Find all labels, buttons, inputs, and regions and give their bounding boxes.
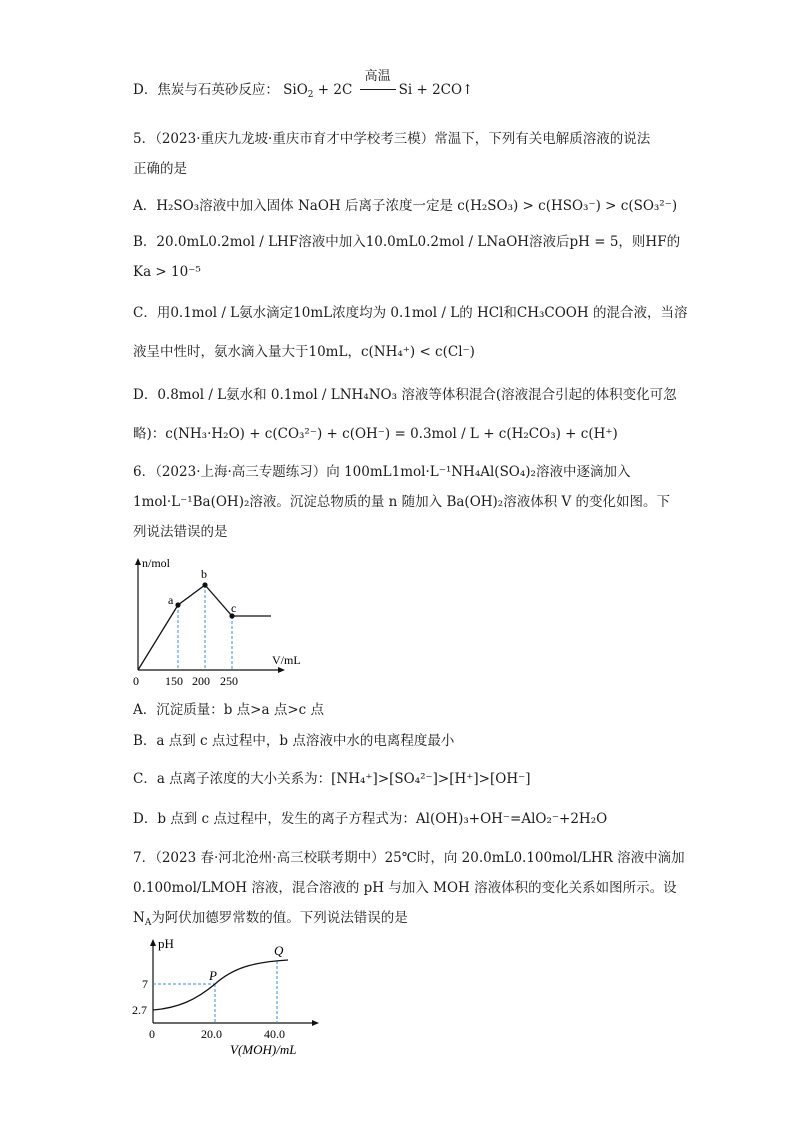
q7-x-tick-20: 20.0 [201,1027,222,1041]
q7-stem-line3: $N_A$为阿伏加德罗常数的值。下列说法错误的是 [133,910,408,928]
q7-curve [153,960,288,1010]
q6-x-tick-250: 250 [220,674,238,688]
q7-x-label: V(MOH)/mL [230,1042,297,1057]
q6-stem-line2: 1mol·L⁻¹Ba(OH)₂溶液。沉淀总物质的量 n 随加入 Ba(OH)₂溶液体积 V 的变化如图。下 [133,494,671,510]
q5-stem-line1: 5．（2023·重庆九龙坡·重庆市育才中学校考三模）常温下，下列有关电解质溶液的说法 [133,131,651,147]
q6-option-b: B．a 点到 c 点过程中，b 点溶液中水的电离程度最小 [133,733,455,749]
q7-stem-line1: 7．（2023 春·河北沧州·高三校联考期中）25℃时，向 20.0mL0.100mol/LHR 溶液中滴加 [133,850,685,866]
q5-option-d-line2: 略)：c(NH₃·H₂O) + c(CO₃²⁻) + c(OH⁻) = 0.3mol / L + c(H₂CO₃) + c(H⁺) [133,426,618,442]
q5-option-a: A．H₂SO₃溶液中加入固体 NaOH 后离子浓度一定是 c(H₂SO₃) > c(HSO₃⁻) > c(SO₃²⁻) [133,198,678,214]
q6-label-a: a [168,593,174,607]
q6-point-b [202,582,207,587]
q7-x-arrow [312,1020,319,1026]
q7-y-tick-7: 7 [142,977,148,991]
q6-chart [128,555,301,690]
q7-chart [128,936,328,1058]
q7-y-label: pH [158,936,174,951]
q7-x-tick-40: 40.0 [264,1027,285,1041]
q5-option-b-line2: Ka > 10⁻⁵ [133,264,201,280]
q5-option-c-line1: C．用0.1mol / L氨水滴定10mL浓度均为 0.1mol / L的 HCl和CH₃COOH 的混合液，当溶 [133,305,688,321]
q7-stem-line2: 0.100mol/LMOH 溶液，混合溶液的 pH 与加入 MOH 溶液体积的变化关系如图所示。设 [133,880,677,896]
q7-y-tick-2.7: 2.7 [132,1003,147,1017]
q6-option-d: D．b 点到 c 点过程中，发生的离子方程式为：Al(OH)₃+OH⁻=AlO₂⁻+2H₂O [133,811,608,827]
q6-stem-line1: 6．（2023·上海·高三专题练习）向 100mL1mol·L⁻¹NH₄Al(SO₄)₂溶液中逐滴加入 [133,464,631,480]
q6-label-b: b [201,567,207,581]
q6-point-a [175,602,180,607]
q7-origin: 0 [149,1027,155,1041]
q6-x-arrow [278,667,285,673]
q7-y-arrow [150,939,156,946]
q6-x-tick-150: 150 [165,674,183,688]
q5-option-c-line2: 液呈中性时，氨水滴入量大于10mL，c(NH₄⁺) < c(Cl⁻) [133,344,475,360]
q7-label-q: Q [274,943,284,958]
q5-option-d-line1: D．0.8mol / L氨水和 0.1mol / LNH₄NO₃ 溶液等体积混合(溶液混合引起的体积变化可忽 [133,387,677,403]
q7-label-p: P [209,968,217,983]
equation-left: SiO [283,82,308,98]
q6-y-arrow [135,558,141,565]
q4-option-d: D．焦炭与石英砂反应： SiO$_2$ + 2C 高温 Si + 2CO↑ [133,69,474,100]
q6-label-c: c [231,601,237,615]
q6-option-c: C．a 点离子浓度的大小关系为：[NH₄⁺]>[SO₄²⁻]>[H⁺]>[OH⁻] [133,771,531,787]
q6-origin: 0 [133,674,139,688]
q6-y-label: n/mol [142,556,171,570]
q5-stem-line2: 正确的是 [133,161,187,177]
q6-option-a: A．沉淀质量：b 点>a 点>c 点 [133,702,324,718]
q6-x-label: V/mL [272,653,301,667]
q6-x-tick-200: 200 [192,674,210,688]
q5-option-b-line1: B．20.0mL0.2mol / LHF溶液中加入10.0mL0.2mol / LNaOH溶液后pH = 5，则HF的 [133,234,681,250]
equation-right: Si + 2CO↑ [398,82,474,98]
reaction-condition: 高温 [357,80,399,100]
q6-stem-line3: 列说法错误的是 [133,524,228,540]
